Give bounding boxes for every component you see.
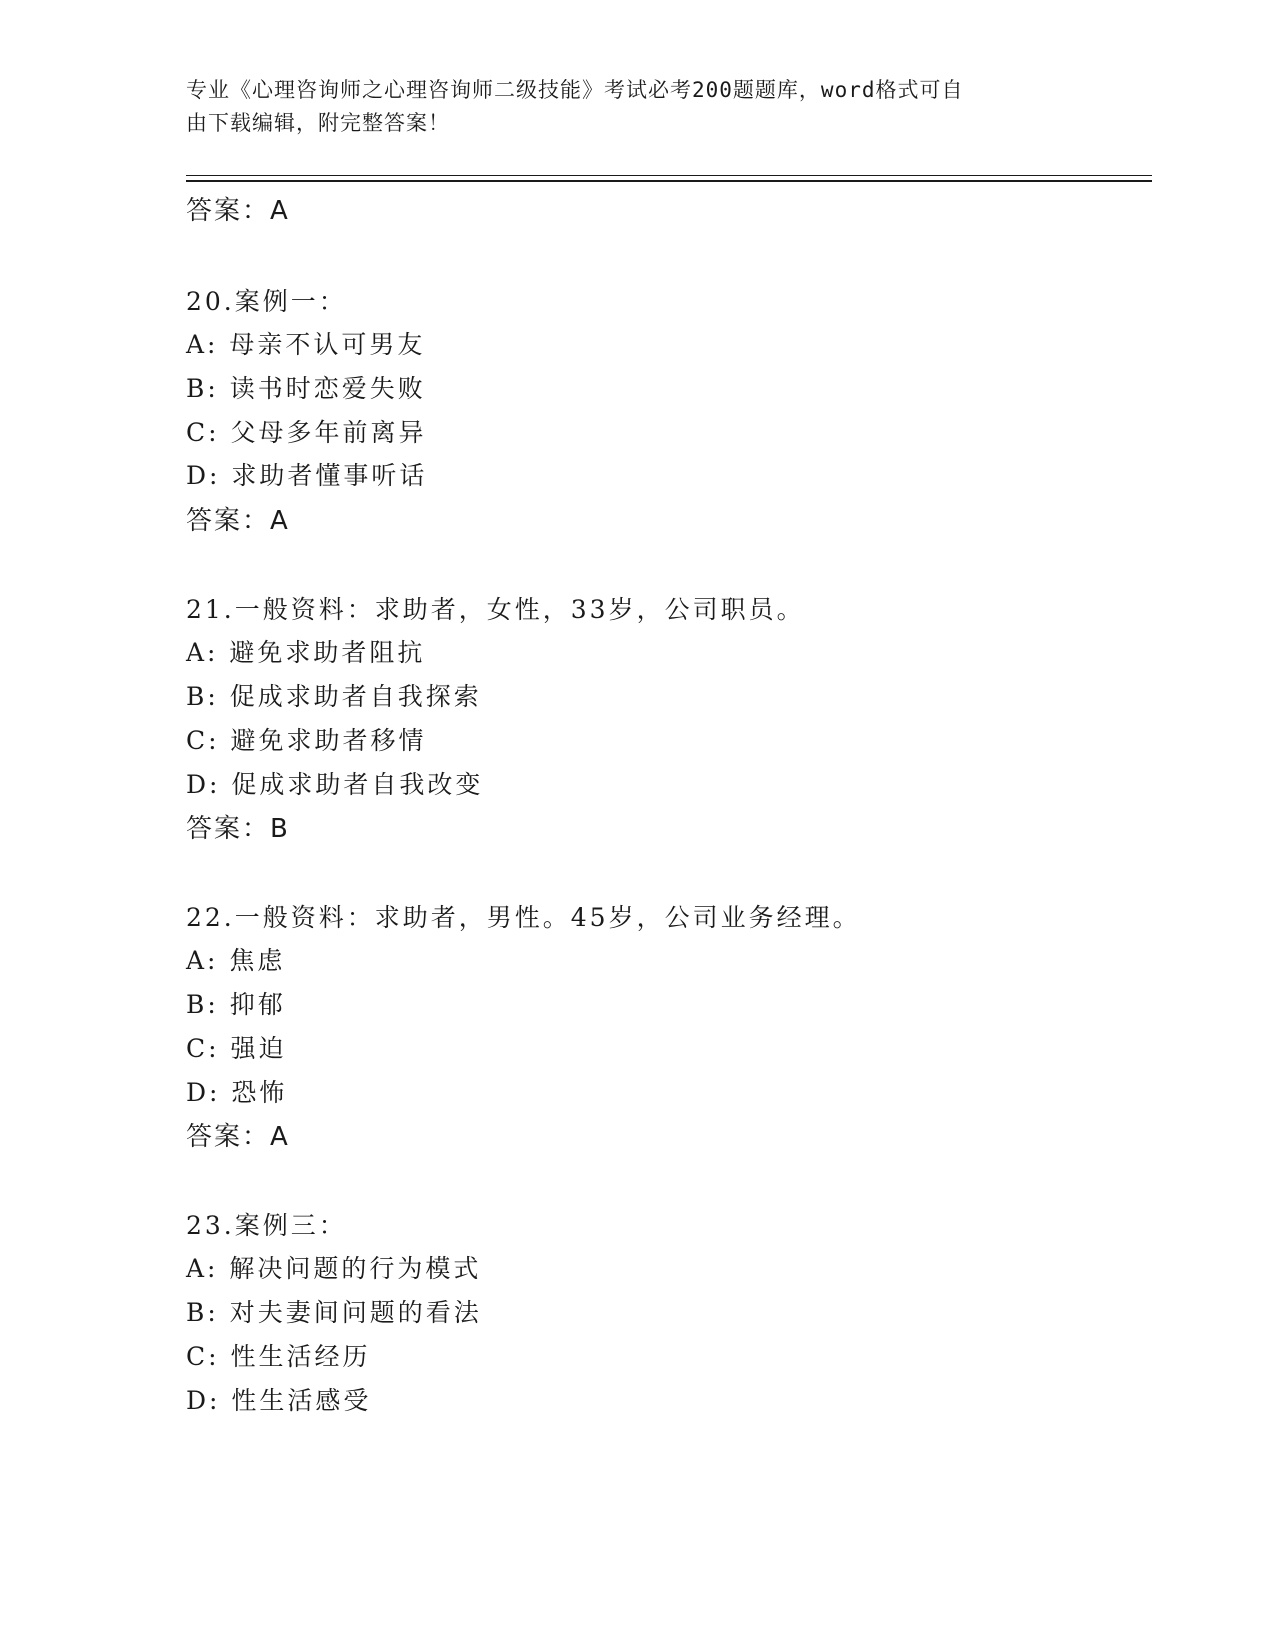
- document-header: [186, 74, 1066, 140]
- option-d: D: 性生活感受: [186, 1386, 372, 1415]
- option-d: D: 促成求助者自我改变: [186, 770, 484, 799]
- option-d: D: 求助者懂事听话: [186, 461, 428, 490]
- option-b: B: 抑郁: [186, 990, 286, 1019]
- answer-line: 答案：A: [186, 196, 290, 226]
- option-d: D: 恐怖: [186, 1078, 288, 1107]
- header-rule-thick: [186, 180, 1152, 182]
- question-stem: 20.案例一：: [186, 287, 347, 316]
- header-line-1: 专业《心理咨询师之心理咨询师二级技能》考试必考200题题库，word格式可自: [186, 78, 964, 102]
- header-line-2: 由下载编辑，附完整答案！: [186, 111, 450, 135]
- option-a: A: 解决问题的行为模式: [186, 1254, 482, 1283]
- answer-line: 答案：A: [186, 1122, 290, 1152]
- question-stem: 21.一般资料：求助者，女性，33岁，公司职员。: [186, 595, 805, 624]
- option-b: B: 促成求助者自我探索: [186, 682, 482, 711]
- option-c: C: 父母多年前离异: [186, 418, 427, 447]
- question-stem: 22.一般资料：求助者，男性。45岁，公司业务经理。: [186, 903, 861, 932]
- option-a: A: 母亲不认可男友: [186, 330, 426, 359]
- option-c: C: 性生活经历: [186, 1342, 371, 1371]
- answer-line: 答案：A: [186, 506, 290, 536]
- header-rule-thin: [186, 175, 1152, 176]
- answer-line: 答案：B: [186, 814, 290, 844]
- option-b: B: 对夫妻间问题的看法: [186, 1298, 482, 1327]
- question-stem: 23.案例三：: [186, 1211, 347, 1240]
- option-b: B: 读书时恋爱失败: [186, 374, 426, 403]
- option-a: A: 避免求助者阻抗: [186, 638, 426, 667]
- option-a: A: 焦虑: [186, 946, 286, 975]
- option-c: C: 避免求助者移情: [186, 726, 427, 755]
- option-c: C: 强迫: [186, 1034, 287, 1063]
